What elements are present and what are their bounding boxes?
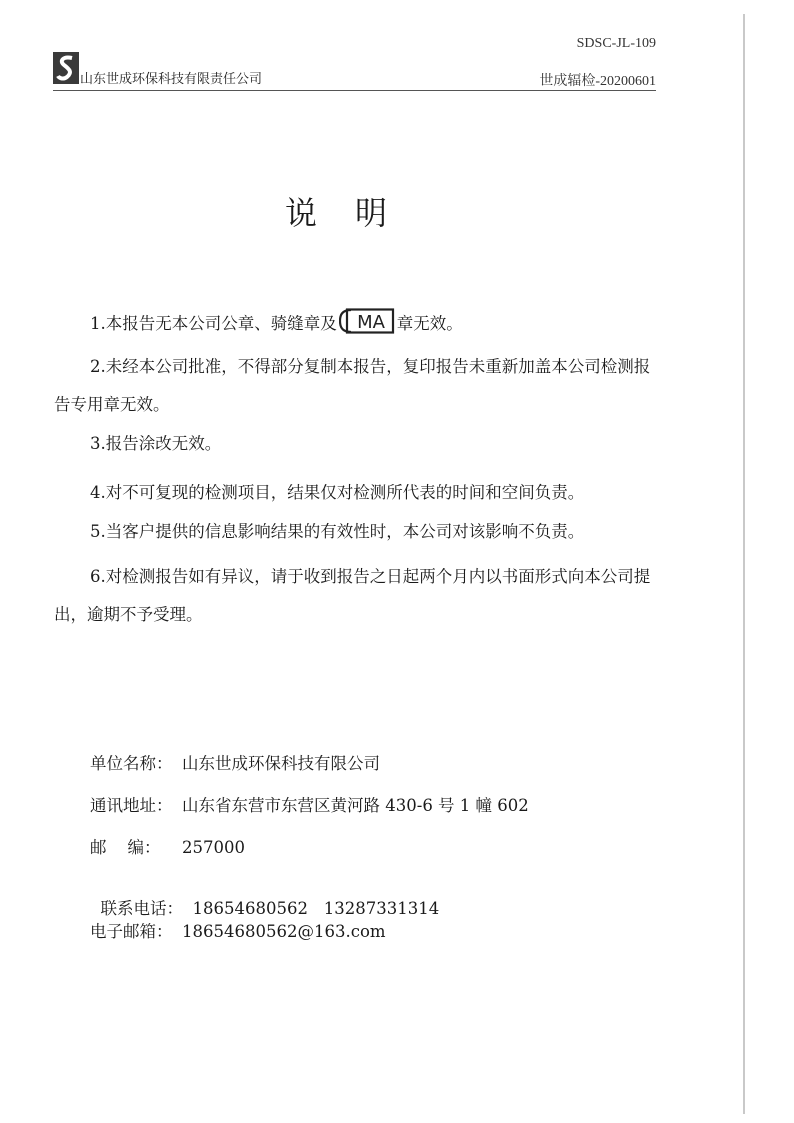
email-label: 电子邮箱：	[90, 922, 173, 941]
unit-label: 单位名称：	[90, 754, 173, 773]
note-3: 3.报告涂改无效。	[90, 434, 222, 453]
contact-phone	[90, 876, 439, 919]
report-code: 世成辐检-20200601	[539, 74, 656, 89]
page-edge-line	[743, 14, 745, 1114]
note-2: 2.未经本公司批准，不得部分复制本报告，复印报告未重新加盖本公司检测报告专用章无效。	[54, 357, 651, 414]
contact-unit	[90, 750, 380, 774]
cma-stamp-icon	[339, 308, 395, 334]
document-code: SDSC-JL-109	[576, 36, 656, 51]
address-label: 通讯地址：	[90, 796, 173, 815]
contact-email	[90, 918, 386, 942]
note-1-text-before: 1.本报告无本公司公章、骑缝章及	[90, 314, 337, 333]
note-4: 4.对不可复现的检测项目，结果仅对检测所代表的时间和空间负责。	[90, 483, 585, 502]
postcode-value: 257000	[182, 838, 245, 857]
note-6: 6.对检测报告如有异议，请于收到报告之日起两个月内以书面形式向本公司提出，逾期不予受理。	[54, 567, 651, 624]
unit-value: 山东世成环保科技有限公司	[182, 754, 380, 773]
page-title: 说明	[284, 194, 425, 232]
phone-value: 18654680562 13287331314	[192, 899, 440, 918]
contact-address	[90, 792, 529, 816]
cma-stamp-text: MA	[356, 311, 385, 333]
note-1	[54, 310, 674, 338]
phone-label: 联系电话：	[100, 899, 183, 918]
email-value: 18654680562@163.com	[182, 922, 386, 941]
company-logo-icon	[53, 52, 79, 84]
note-5: 5.当客户提供的信息影响结果的有效性时，本公司对该影响不负责。	[90, 522, 585, 541]
address-value: 山东省东营市东营区黄河路 430-6 号 1 幢 602	[182, 796, 529, 815]
header-divider	[53, 90, 656, 91]
company-name-header: 山东世成环保科技有限责任公司	[80, 72, 263, 87]
postcode-label: 邮 编：	[90, 838, 161, 857]
note-1-text-after: 章无效。	[396, 314, 463, 333]
contact-postcode	[90, 834, 245, 858]
